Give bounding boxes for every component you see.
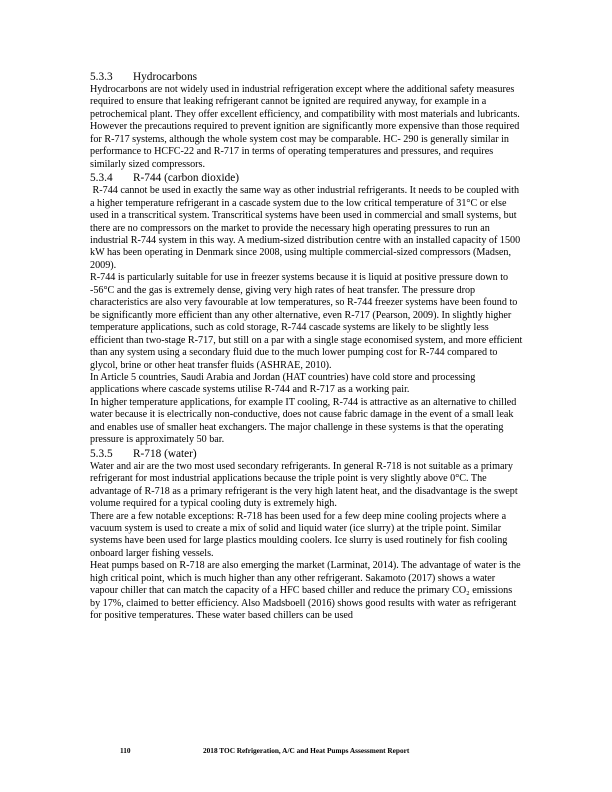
section-number: 5.3.5 [90, 447, 113, 460]
paragraph: Hydrocarbons are not widely used in industrial refrigeration except where the additional safety measures required to ensure that leaking refrigerant cannot be ignited are required anyway, for example in a petrochemical plant. They offer excellent efficiency, and compatibility with most materials and lubricants. However the precautions required to prevent ignition are significantly more expensive than those required for R-717 systems, although the whole system cost may be comparable. HC- 290 is generally similar in performance to HCFC-22 and R-717 in terms of operating temperatures and pressures, and requires similarly sized compressors. [90, 84, 520, 170]
paragraph: R-744 is particularly suitable for use in freezer systems because it is liquid at positive pressure down to -56°C and the gas is extremely dense, giving very high rates of heat transfer. The pressure drop characteristics are also very favourable at low temperatures, so R-744 freezer systems have been found to be significantly more efficient than any other alternative, even R-717 (Pearson, 2009). In slightly higher temperature applications, such as cold storage, R-744 cascade systems are likely to be slightly less efficient than two-stage R-717, but still on a par with a single stage economised system, and more efficient than any system using a secondary fluid due to the much lower pumping cost for R-744 compared to glycol, brine or other heat transfer fluids (ASHRAE, 2010). [90, 272, 523, 371]
paragraph: Water and air are the two most used secondary refrigerants. In general R-718 is not suitable as a primary refrigerant for most industrial applications because the triple point is very slightly above 0°C. The advantage of R-718 as a primary refrigerant is the very high latent heat, and the disadvantage is the swept volume required for a typical cooling duty is extremely high. [90, 460, 518, 510]
report-title: 2018 TOC Refrigeration, A/C and Heat Pumps Assessment Report [203, 746, 410, 755]
section-title: R-718 (water) [133, 447, 197, 460]
paragraph: In higher temperature applications, for example IT cooling, R-744 is attractive as an alternative to chilled water because it is electrically non-conductive, does not cause fabric damage in the event of a small leak and enables use of smaller heat exchangers. The major challenge in these systems is that the operating pressure is approximately 50 bar. [90, 396, 517, 446]
section-number: 5.3.3 [90, 71, 113, 83]
section-number: 5.3.4 [90, 172, 113, 185]
section-title: Hydrocarbons [133, 71, 197, 83]
page-number: 110 [120, 746, 131, 755]
paragraph: In Article 5 countries, Saudi Arabia and Jordan (HAT countries) have cold store and processing applications where cascade systems utilise R-744 and R-717 as a working pair. [90, 371, 476, 396]
paragraph: There are a few notable exceptions: R-718 has been used for a few deep mine cooling projects where a vacuum system is used to create a mix of solid and liquid water (ice slurry) at the triple point. Similar systems have been used for large plastics moulding coolers. Ice slurry is used routinely for fish cooling onboard larger fishing vessels. [90, 510, 508, 559]
paragraph: Heat pumps based on R-718 are also emerging the market (Larminat, 2014). The advantage of water is the high critical point, which is much higher than any other refrigerant. Sakamoto (2017) shows a water vapour chiller that can match the capacity of a HFC based chiller and reduce the primary CO₂ emissions by 17%, claimed to better efficiency. Also Madsboell (2016) shows good results with water as refrigerant for positive temperatures. These water based chillers can be used [90, 560, 521, 622]
section-heading-r718 [90, 447, 524, 461]
section-heading-r744 [90, 171, 524, 185]
section-heading-hydrocarbons [90, 70, 524, 84]
section-title: R-744 (carbon dioxide) [133, 172, 240, 185]
paragraph: R-744 cannot be used in exactly the same way as other industrial refrigerants. It needs to be coupled with a higher temperature refrigerant in a cascade system due to the low critical temperature of 31°C or else used in a transcritical system. Transcritical systems have been used in commercial and small systems, but there are no compressors on the market to provide the necessary high operating pressures to run an industrial R-744 system in this way. A medium-sized distribution centre with an installed capacity of 1500 kW has been operating in Denmark since 2008, using multiple commercial-sized compressors (Madsen, 2009). [90, 185, 523, 271]
page-content [90, 70, 524, 623]
